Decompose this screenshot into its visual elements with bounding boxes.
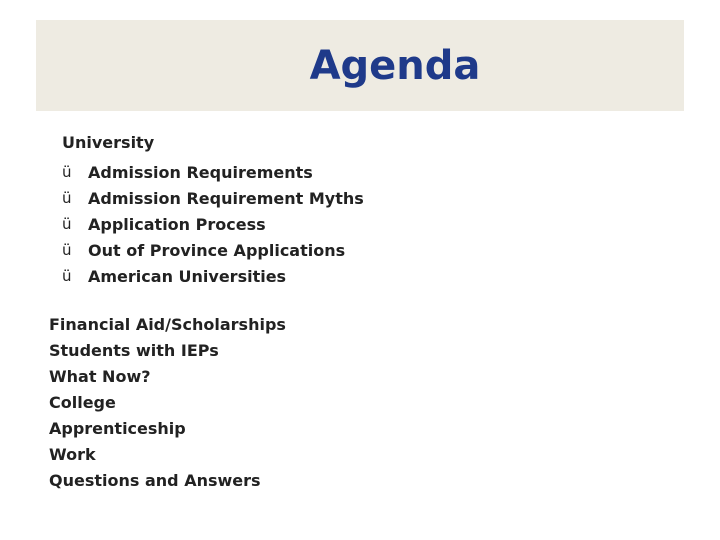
check-icon: ü <box>62 215 72 233</box>
sublist-item-label: Application Process <box>88 214 266 234</box>
check-icon: ü <box>62 267 72 285</box>
sublist-item-label: American Universities <box>88 266 287 286</box>
sublist-item <box>62 237 364 263</box>
sublist-item-label: Out of Province Applications <box>88 240 346 260</box>
agenda-main-list <box>49 315 286 497</box>
agenda-item: Work <box>49 445 96 464</box>
sublist-item <box>62 185 364 211</box>
check-icon: ü <box>62 241 72 259</box>
sublist-item <box>62 159 364 185</box>
sublist-item <box>62 211 364 237</box>
check-icon: ü <box>62 163 72 181</box>
agenda-item: What Now? <box>49 367 151 386</box>
slide-title: Agenda <box>309 43 481 89</box>
title-band <box>36 20 684 111</box>
university-sublist <box>62 159 364 289</box>
section-heading-university: University <box>62 133 155 152</box>
sublist-item-label: Admission Requirements <box>88 162 313 182</box>
sublist-item <box>62 263 364 289</box>
agenda-item: Financial Aid/Scholarships <box>49 315 286 334</box>
agenda-item: Students with IEPs <box>49 341 219 360</box>
sublist-item-label: Admission Requirement Myths <box>88 188 364 208</box>
agenda-item: College <box>49 393 116 412</box>
check-icon: ü <box>62 189 72 207</box>
agenda-item: Apprenticeship <box>49 419 186 438</box>
agenda-item: Questions and Answers <box>49 471 261 490</box>
